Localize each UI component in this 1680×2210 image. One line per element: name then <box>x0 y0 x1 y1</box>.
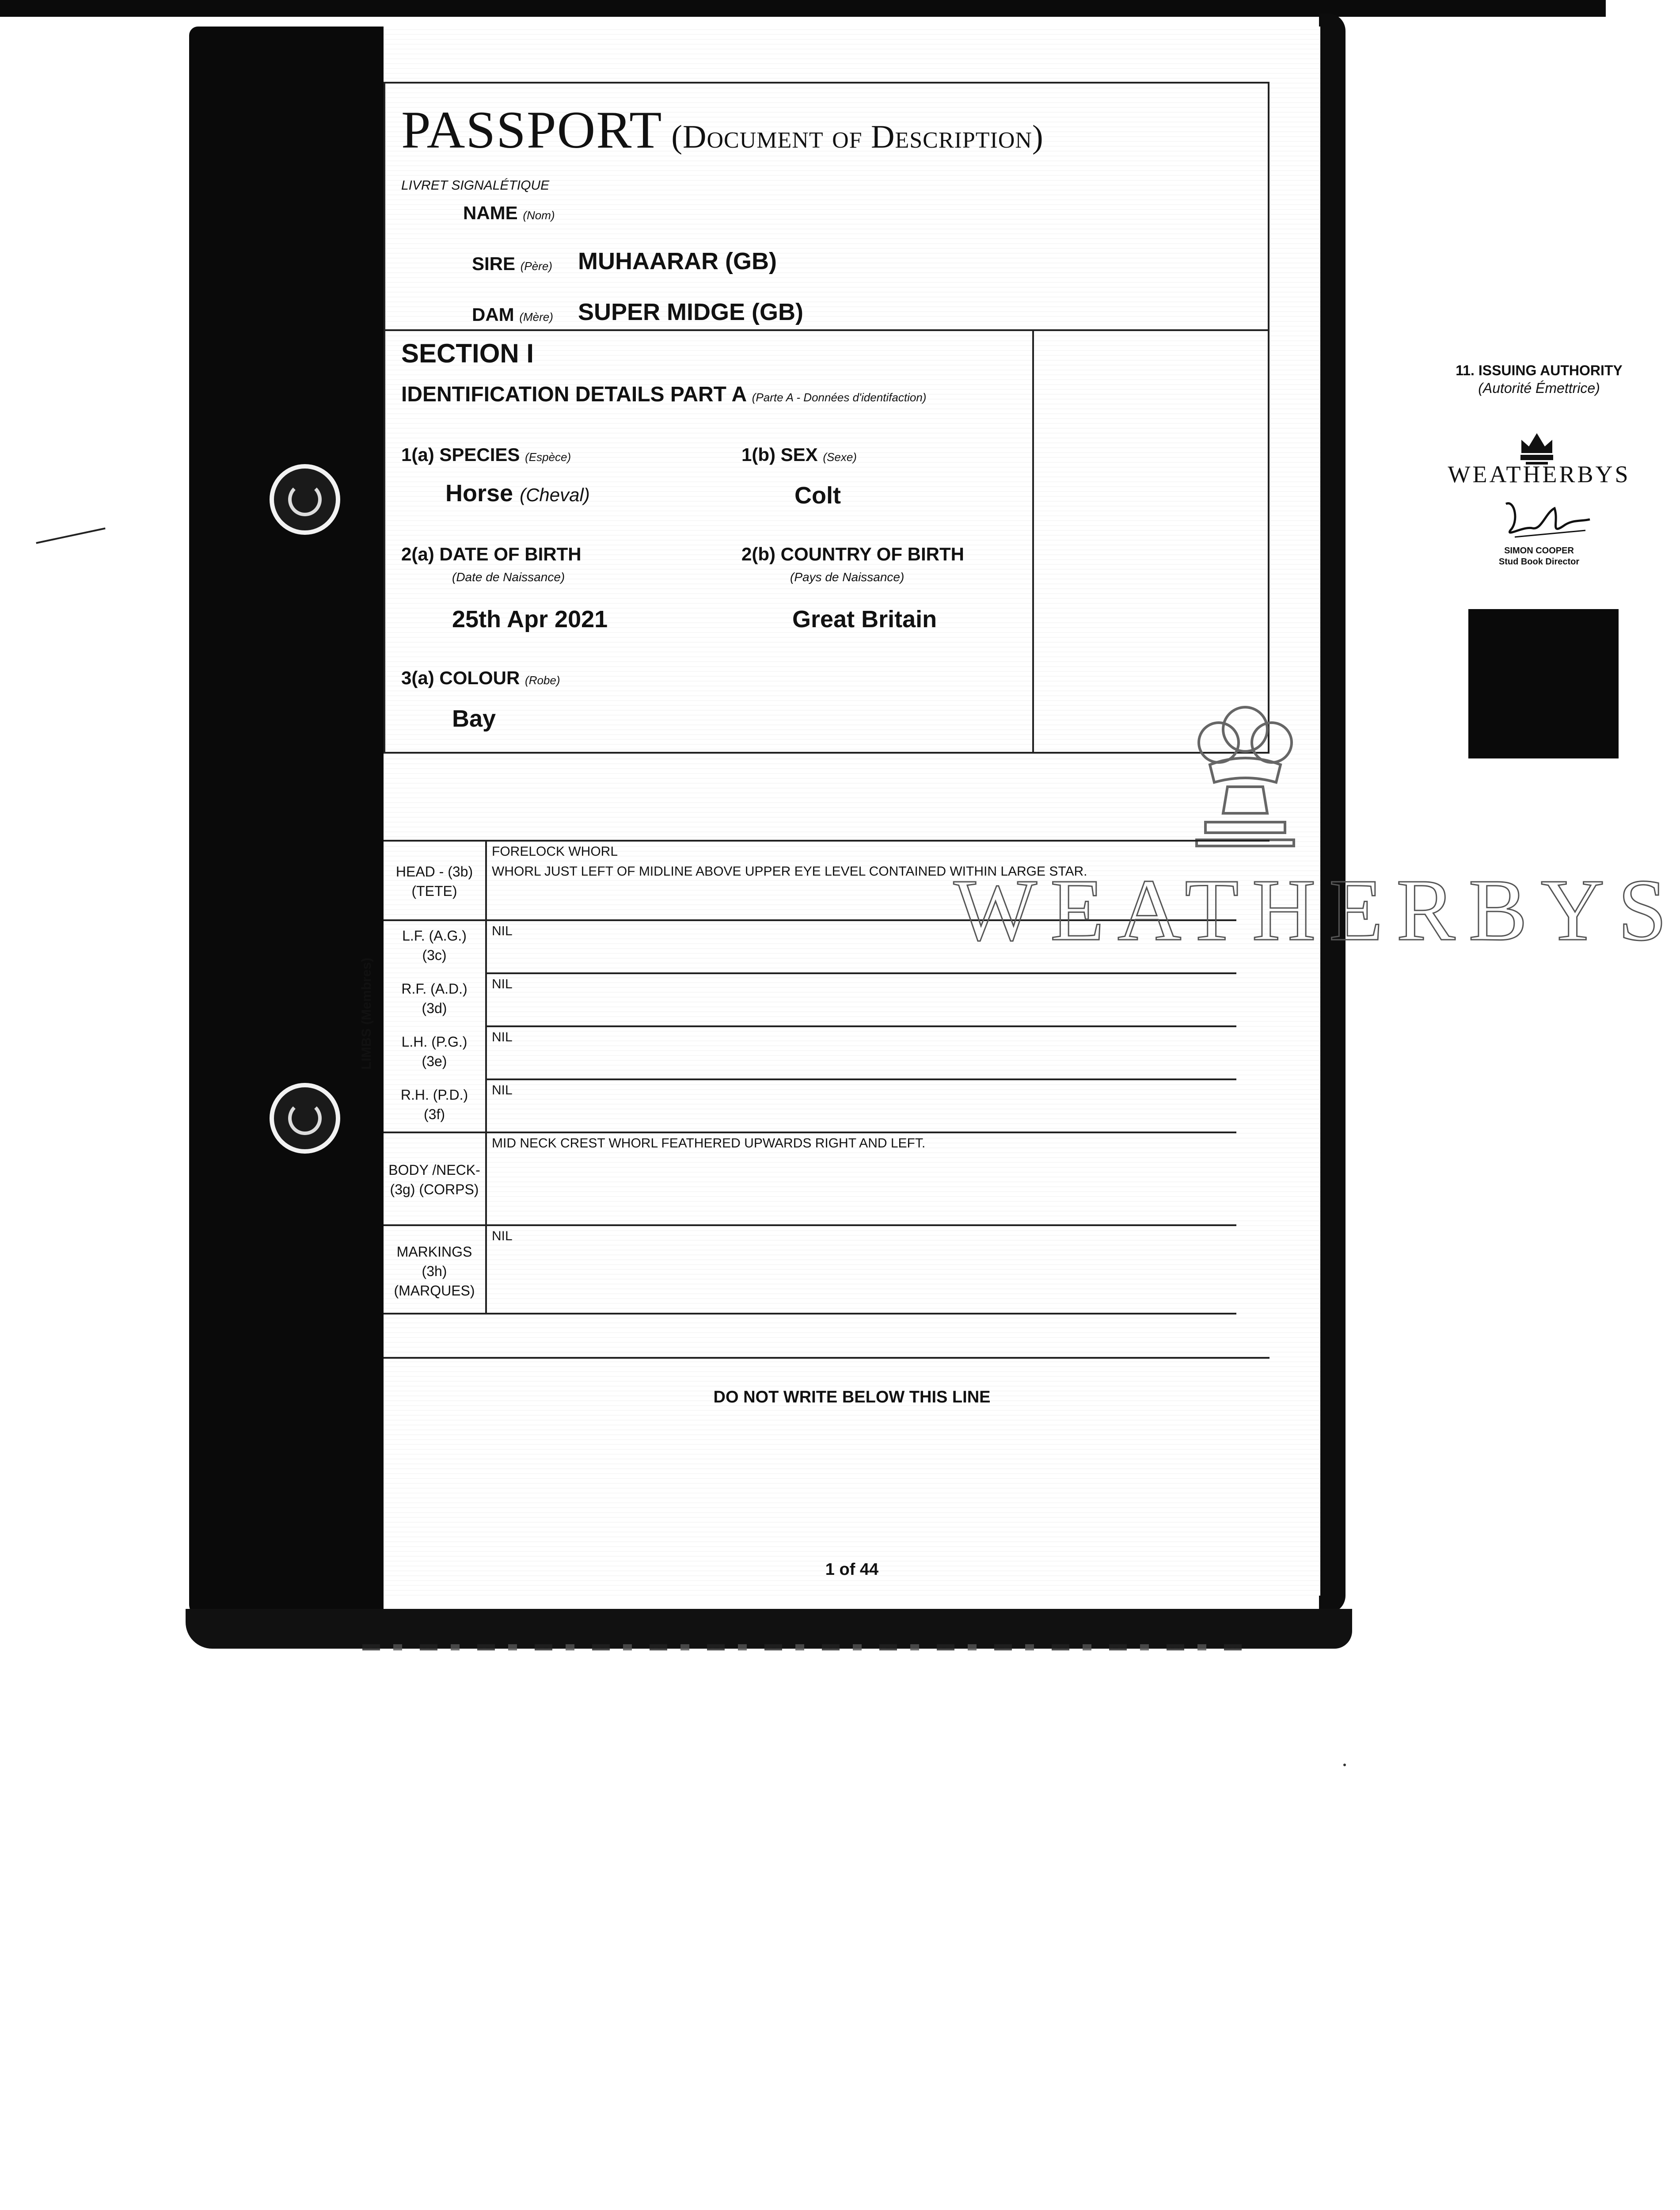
rf-row-label: R.F. (A.D.) (3d) <box>401 981 468 1016</box>
document-title <box>401 99 1044 160</box>
sire-value: MUHAARAR (GB) <box>578 248 777 274</box>
page-number: 1 of 44 <box>825 1560 879 1579</box>
head-row-label: HEAD - (3b) (TETE) <box>395 864 473 899</box>
cob-label: 2(b) COUNTRY OF BIRTH <box>741 544 964 564</box>
cob-value: Great Britain <box>792 606 937 633</box>
issuing-authority-label: 11. ISSUING AUTHORITY <box>1456 362 1623 378</box>
signer-title: Stud Book Director <box>1498 557 1580 567</box>
dob-fr: (Date de Naissance) <box>452 570 565 584</box>
sire-label: SIRE (Père) <box>472 253 552 274</box>
colour-label: 3(a) COLOUR (Robe) <box>401 667 560 688</box>
section-title: SECTION I <box>401 339 534 368</box>
header-divider <box>384 329 1270 331</box>
binder-ring-icon <box>270 1083 340 1154</box>
section-subtitle: IDENTIFICATION DETAILS PART A (Parte A - Données d'identifaction) <box>401 383 927 406</box>
title-main: PASSPORT <box>401 100 663 159</box>
body-text: MID NECK CREST WHORL FEATHERED UPWARDS RIGHT AND LEFT. <box>492 1136 926 1151</box>
row-divider <box>485 1025 1236 1027</box>
do-not-write-line <box>384 1357 1270 1359</box>
sex-value: Colt <box>794 482 841 509</box>
do-not-write-note: DO NOT WRITE BELOW THIS LINE <box>713 1388 991 1406</box>
scan-mark <box>36 527 105 544</box>
markings-text: NIL <box>492 1229 513 1243</box>
sex-label: 1(b) SEX (Sexe) <box>741 444 857 465</box>
passport-page <box>359 27 1680 1596</box>
dam-label: DAM (Mère) <box>472 304 553 325</box>
rf-text: NIL <box>492 977 513 991</box>
body-row-label: BODY /NECK- (3g) (CORPS) <box>388 1162 480 1197</box>
issuing-authority-fr: (Autorité Émettrice) <box>1478 380 1600 396</box>
species-label: 1(a) SPECIES (Espèce) <box>401 444 571 465</box>
embossed-seal-icon <box>1170 703 1320 853</box>
binder-spine <box>189 27 384 1618</box>
weatherbys-brand: WEATHERBYS <box>1448 461 1631 488</box>
weatherbys-watermark: WEATHERBYS <box>954 861 1680 959</box>
row-divider <box>384 1313 1236 1315</box>
binder-shadow <box>186 1609 1352 1649</box>
row-divider <box>485 1078 1236 1080</box>
row-divider <box>384 1224 1236 1226</box>
rh-text: NIL <box>492 1083 513 1097</box>
rh-row-label: R.H. (P.D.) (3f) <box>400 1087 468 1122</box>
dob-label: 2(a) DATE OF BIRTH <box>401 544 582 564</box>
markings-row-label: MARKINGS (3h) (MARQUES) <box>394 1244 475 1299</box>
species-value: Horse (Cheval) <box>445 480 590 507</box>
name-label: NAME (Nom) <box>463 202 555 223</box>
table-column-divider <box>485 840 487 1313</box>
lf-row-label: L.F. (A.G.) (3c) <box>402 928 467 963</box>
row-divider <box>384 1132 1236 1133</box>
dam-value: SUPER MIDGE (GB) <box>578 299 804 325</box>
signature-image <box>1497 495 1594 544</box>
scan-top-border <box>0 0 1606 17</box>
limbs-side-label: LIMBS (Membres) <box>359 957 374 1070</box>
folder-right-edge <box>1319 13 1346 1613</box>
dob-value: 25th Apr 2021 <box>452 606 608 633</box>
row-divider <box>485 972 1236 974</box>
scan-dot <box>1343 1764 1346 1766</box>
lh-text: NIL <box>492 1030 513 1044</box>
lf-text: NIL <box>492 924 513 938</box>
colour-value: Bay <box>452 705 496 732</box>
head-text-2: WHORL JUST LEFT OF MIDLINE ABOVE UPPER EYE LEVEL CONTAINED WITHIN LARGE STAR. <box>492 864 1087 879</box>
scan-streak <box>362 1644 1246 1650</box>
signer-name: SIMON COOPER <box>1504 546 1574 556</box>
head-text-1: FORELOCK WHORL <box>492 844 618 859</box>
lh-row-label: L.H. (P.G.) (3e) <box>401 1034 468 1069</box>
livret-label: LIVRET SIGNALÉTIQUE <box>401 178 550 193</box>
binder-ring-icon <box>270 464 340 535</box>
cob-fr: (Pays de Naissance) <box>790 570 905 584</box>
redacted-photo <box>1468 609 1619 758</box>
table-top-line <box>384 840 1270 842</box>
authority-divider <box>1032 329 1034 754</box>
title-sub: (Document of Description) <box>671 119 1044 155</box>
